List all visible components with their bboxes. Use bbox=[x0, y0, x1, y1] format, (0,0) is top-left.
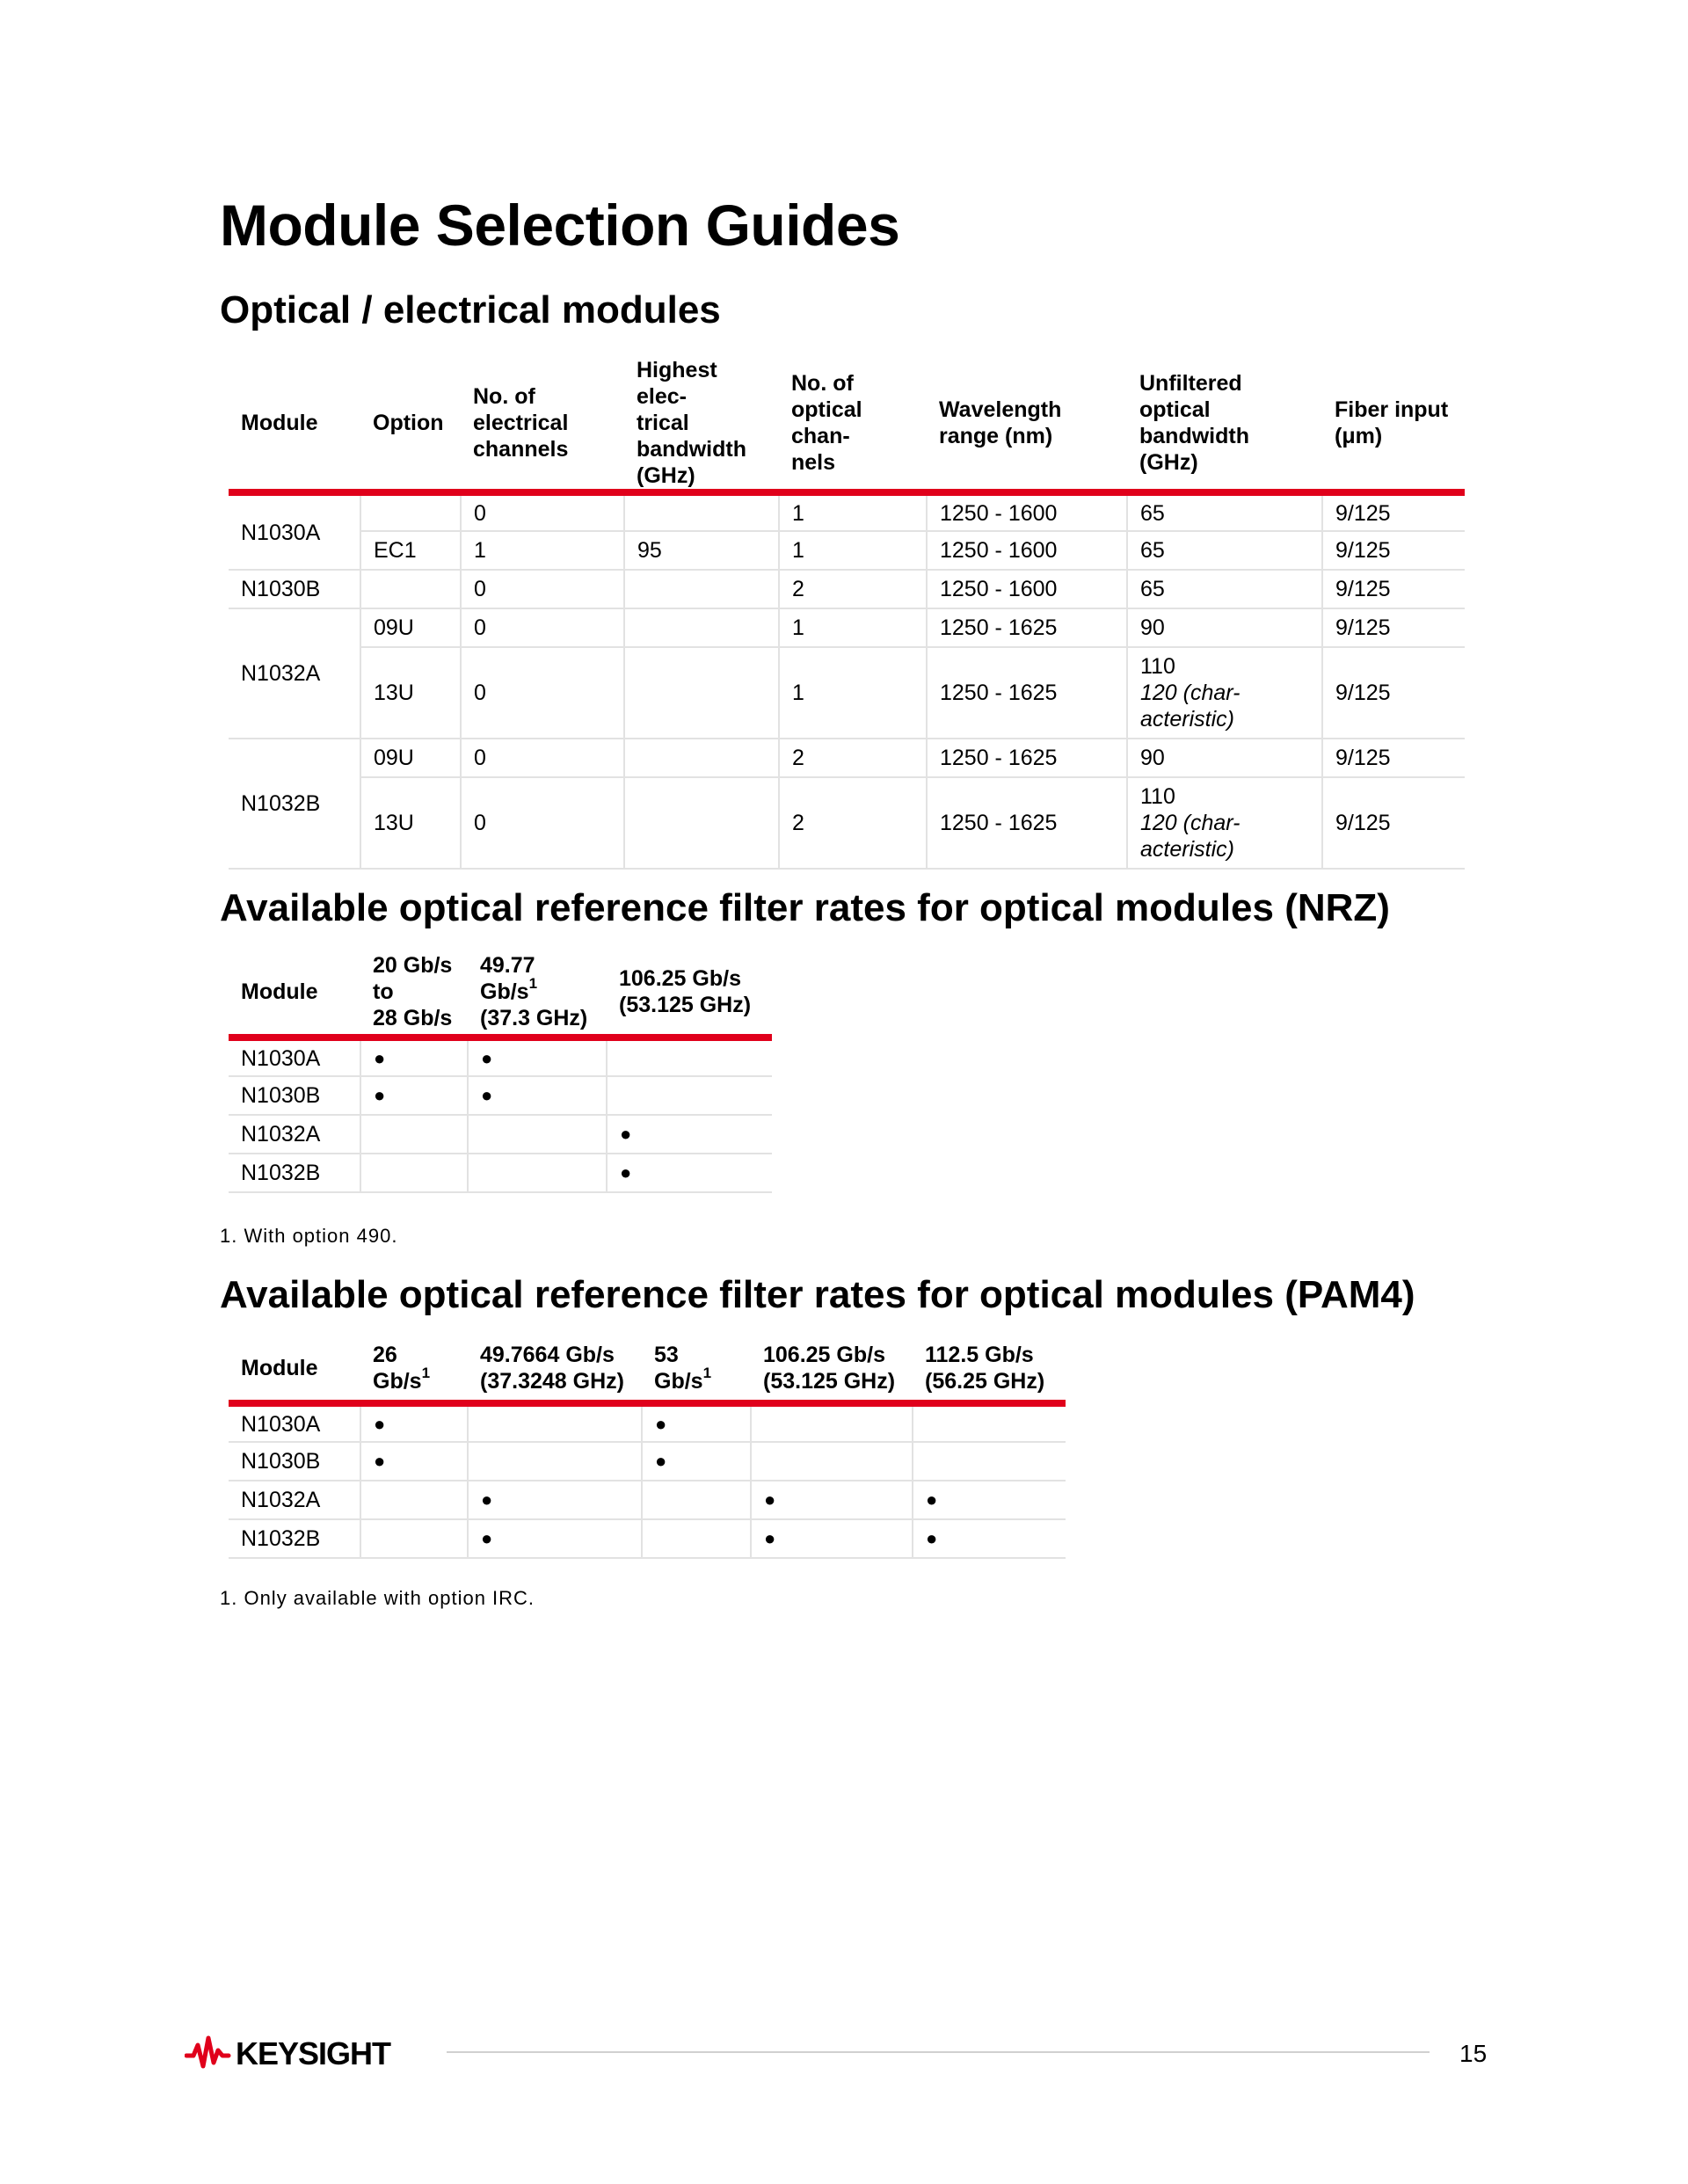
nrz-heading: Available optical reference filter rates for optical modules (NRZ) bbox=[220, 886, 1390, 929]
optical-channels-cell: 2 bbox=[779, 777, 927, 869]
electrical-channels-cell: 0 bbox=[461, 647, 624, 739]
pam4-heading: Available optical reference filter rates for optical modules (PAM4) bbox=[220, 1273, 1415, 1316]
page-number: 15 bbox=[1459, 2040, 1488, 2067]
rate-mark-cell bbox=[913, 1442, 1066, 1481]
col-header-wavelength: Wavelength range (nm) bbox=[927, 357, 1127, 492]
optical-channels-cell: 1 bbox=[779, 647, 927, 739]
col-header-module: Module bbox=[229, 357, 360, 492]
table-row bbox=[229, 1403, 1066, 1442]
wavelength-cell: 1250 - 1600 bbox=[927, 570, 1127, 608]
module-cell: N1032A bbox=[229, 608, 360, 739]
electrical-channels-cell: 0 bbox=[461, 608, 624, 647]
table-row bbox=[229, 777, 1465, 869]
table-row bbox=[229, 1442, 1066, 1481]
unfiltered-bandwidth-cell: 65 bbox=[1127, 531, 1322, 570]
module-cell: N1032B bbox=[229, 739, 360, 869]
col-header-49g: 49.7664 Gb/s (37.3248 GHz) bbox=[468, 1336, 642, 1403]
module-cell: N1030B bbox=[229, 1076, 360, 1115]
col-header-option: Option bbox=[360, 357, 461, 492]
rate-mark-cell: ● bbox=[360, 1076, 468, 1115]
unfiltered-bandwidth-cell: 90 bbox=[1127, 608, 1322, 647]
module-cell: N1032A bbox=[229, 1115, 360, 1154]
table-row bbox=[229, 570, 1465, 608]
bandwidth-cell: 95 bbox=[624, 531, 779, 570]
rate-mark-cell bbox=[607, 1076, 772, 1115]
wavelength-cell: 1250 - 1625 bbox=[927, 739, 1127, 777]
col-header-53g: 53 $Gb/s^1$ bbox=[642, 1336, 751, 1403]
rate-mark-cell: ● bbox=[360, 1037, 468, 1076]
rate-mark-cell: ● bbox=[468, 1519, 642, 1558]
optical-modules-table bbox=[229, 357, 1465, 870]
col-header-optical-channels: No. of optical chan- nels bbox=[779, 357, 927, 492]
module-cell: N1030B bbox=[229, 570, 360, 608]
table-row bbox=[229, 1154, 772, 1192]
bandwidth-cell bbox=[624, 739, 779, 777]
footer-divider bbox=[447, 2051, 1430, 2053]
table-row bbox=[229, 1037, 772, 1076]
rate-mark-cell: ● bbox=[913, 1481, 1066, 1519]
pam4-footnote: 1. Only available with option IRC. bbox=[220, 1587, 535, 1609]
table-header-row bbox=[229, 357, 1465, 492]
rate-mark-cell: ● bbox=[751, 1481, 913, 1519]
bandwidth-cell bbox=[624, 492, 779, 531]
rate-mark-cell bbox=[468, 1442, 642, 1481]
electrical-channels-cell: 0 bbox=[461, 739, 624, 777]
option-cell bbox=[360, 492, 461, 531]
rate-mark-cell bbox=[642, 1519, 751, 1558]
optical-channels-cell: 2 bbox=[779, 739, 927, 777]
wavelength-cell: 1250 - 1600 bbox=[927, 492, 1127, 531]
rate-mark-cell: ● bbox=[751, 1519, 913, 1558]
unfiltered-bandwidth-cell: 65 bbox=[1127, 570, 1322, 608]
col-header-112g: 112.5 Gb/s (56.25 GHz) bbox=[913, 1336, 1066, 1403]
rate-mark-cell bbox=[360, 1115, 468, 1154]
option-cell: 09U bbox=[360, 739, 461, 777]
optical-modules-heading: Optical / electrical modules bbox=[220, 288, 721, 331]
rate-mark-cell bbox=[360, 1519, 468, 1558]
rate-mark-cell: ● bbox=[642, 1403, 751, 1442]
rate-mark-cell: ● bbox=[468, 1076, 607, 1115]
fiber-cell: 9/125 bbox=[1322, 608, 1465, 647]
rate-mark-cell: ● bbox=[607, 1115, 772, 1154]
rate-mark-cell bbox=[751, 1442, 913, 1481]
unfiltered-bandwidth-cell: 90 bbox=[1127, 739, 1322, 777]
keysight-wave-icon bbox=[186, 2038, 229, 2066]
rate-mark-cell bbox=[360, 1154, 468, 1192]
rate-mark-cell bbox=[468, 1115, 607, 1154]
rate-mark-cell: ● bbox=[360, 1442, 468, 1481]
col-header-106g: 106.25 Gb/s (53.125 GHz) bbox=[607, 950, 772, 1037]
unfiltered-bandwidth-cell: 110 120 (char- acteristic) bbox=[1127, 777, 1322, 869]
rate-mark-cell bbox=[913, 1403, 1066, 1442]
module-cell: N1032B bbox=[229, 1519, 360, 1558]
wavelength-cell: 1250 - 1625 bbox=[927, 777, 1127, 869]
table-header-row bbox=[229, 1336, 1066, 1403]
keysight-wordmark: KEYSIGHT bbox=[236, 2035, 391, 2071]
col-header-26g: 26 $Gb/s^1$ bbox=[360, 1336, 468, 1403]
rate-mark-cell bbox=[642, 1481, 751, 1519]
option-cell: 09U bbox=[360, 608, 461, 647]
table-row bbox=[229, 739, 1465, 777]
table-row bbox=[229, 1115, 772, 1154]
option-cell bbox=[360, 570, 461, 608]
rate-mark-cell bbox=[468, 1403, 642, 1442]
col-header-fiber-input: Fiber input (μm) bbox=[1322, 357, 1465, 492]
wavelength-cell: 1250 - 1625 bbox=[927, 647, 1127, 739]
optical-channels-cell: 2 bbox=[779, 570, 927, 608]
module-cell: N1030A bbox=[229, 1037, 360, 1076]
col-header-20-28g: 20 Gb/s to 28 Gb/s bbox=[360, 950, 468, 1037]
option-cell: 13U bbox=[360, 777, 461, 869]
module-cell: N1030A bbox=[229, 492, 360, 570]
option-cell: 13U bbox=[360, 647, 461, 739]
col-header-module: Module bbox=[229, 950, 360, 1037]
rate-mark-cell bbox=[360, 1481, 468, 1519]
rate-mark-cell bbox=[751, 1403, 913, 1442]
fiber-cell: 9/125 bbox=[1322, 531, 1465, 570]
electrical-channels-cell: 0 bbox=[461, 777, 624, 869]
optical-channels-cell: 1 bbox=[779, 531, 927, 570]
rate-mark-cell bbox=[607, 1037, 772, 1076]
electrical-channels-cell: 1 bbox=[461, 531, 624, 570]
pam4-filter-rates-table bbox=[229, 1336, 1066, 1559]
bandwidth-cell bbox=[624, 608, 779, 647]
fiber-cell: 9/125 bbox=[1322, 647, 1465, 739]
table-header-row bbox=[229, 950, 772, 1037]
rate-mark-cell: ● bbox=[468, 1481, 642, 1519]
table-row bbox=[229, 531, 1465, 570]
rate-mark-cell: ● bbox=[607, 1154, 772, 1192]
table-row bbox=[229, 1076, 772, 1115]
bandwidth-cell bbox=[624, 570, 779, 608]
col-header-module: Module bbox=[229, 1336, 360, 1403]
table-row bbox=[229, 608, 1465, 647]
fiber-cell: 9/125 bbox=[1322, 777, 1465, 869]
col-header-electrical-channels: No. of electrical channels bbox=[461, 357, 624, 492]
fiber-cell: 9/125 bbox=[1322, 492, 1465, 531]
rate-mark-cell: ● bbox=[642, 1442, 751, 1481]
module-cell: N1030B bbox=[229, 1442, 360, 1481]
fiber-cell: 9/125 bbox=[1322, 739, 1465, 777]
col-header-unfiltered-bandwidth: Unfiltered optical bandwidth (GHz) bbox=[1127, 357, 1322, 492]
unfiltered-bandwidth-cell: 65 bbox=[1127, 492, 1322, 531]
table-row bbox=[229, 647, 1465, 739]
bandwidth-cell bbox=[624, 647, 779, 739]
col-header-49g: 49.77 $Gb/s^1$ (37.3 GHz) bbox=[468, 950, 607, 1037]
rate-mark-cell: ● bbox=[360, 1403, 468, 1442]
table-row bbox=[229, 1481, 1066, 1519]
page-title: Module Selection Guides bbox=[220, 193, 900, 258]
module-cell: N1030A bbox=[229, 1403, 360, 1442]
optical-channels-cell: 1 bbox=[779, 492, 927, 531]
module-cell: N1032A bbox=[229, 1481, 360, 1519]
wavelength-cell: 1250 - 1625 bbox=[927, 608, 1127, 647]
rate-mark-cell bbox=[468, 1154, 607, 1192]
bandwidth-cell bbox=[624, 777, 779, 869]
table-row bbox=[229, 1519, 1066, 1558]
unfiltered-bandwidth-cell: 110 120 (char- acteristic) bbox=[1127, 647, 1322, 739]
option-cell: EC1 bbox=[360, 531, 461, 570]
electrical-channels-cell: 0 bbox=[461, 492, 624, 531]
col-header-electrical-bandwidth: Highest elec- trical bandwidth (GHz) bbox=[624, 357, 779, 492]
nrz-footnote: 1. With option 490. bbox=[220, 1225, 398, 1247]
rate-mark-cell: ● bbox=[468, 1037, 607, 1076]
rate-mark-cell: ● bbox=[913, 1519, 1066, 1558]
nrz-filter-rates-table bbox=[229, 950, 772, 1193]
fiber-cell: 9/125 bbox=[1322, 570, 1465, 608]
table-row bbox=[229, 492, 1465, 531]
electrical-channels-cell: 0 bbox=[461, 570, 624, 608]
keysight-logo bbox=[185, 2033, 413, 2071]
optical-channels-cell: 1 bbox=[779, 608, 927, 647]
wavelength-cell: 1250 - 1600 bbox=[927, 531, 1127, 570]
col-header-106g: 106.25 Gb/s (53.125 GHz) bbox=[751, 1336, 913, 1403]
module-cell: N1032B bbox=[229, 1154, 360, 1192]
